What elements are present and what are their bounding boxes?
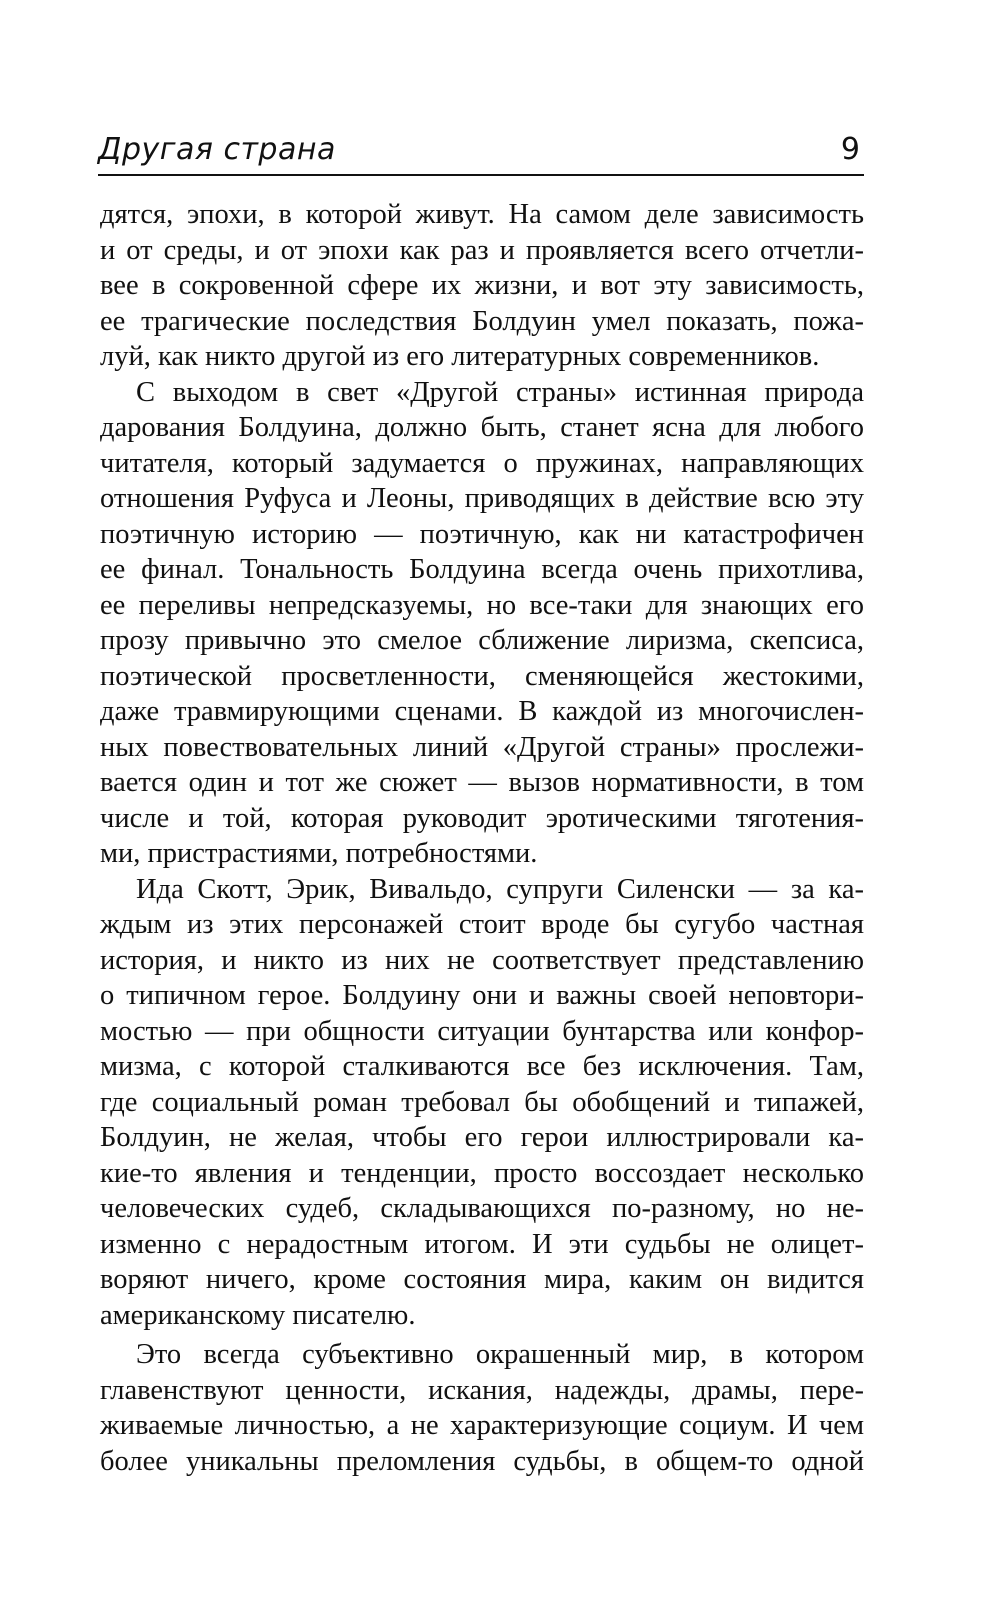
text-line: отношения Руфуса и Леоны, приводящих в действие всю эту [100, 483, 864, 514]
text-line: воряют ничего, кроме состояния мира, каким он видится [100, 1264, 864, 1295]
paragraph [100, 197, 864, 375]
text-line: американскому писателю. [100, 1299, 416, 1331]
text-line: и от среды, и от эпохи как раз и проявляется всего отчетли- [100, 234, 864, 266]
text-line: кие-то явления и тенденции, просто воссоздает несколько [100, 1157, 864, 1189]
text-line: С выходом в свет «Другой страны» истинная природа [136, 376, 864, 408]
text-line: мизма, с которой сталкиваются все без исключения. Там, [100, 1051, 864, 1082]
text-line: ее трагические последствия Болдуин умел показать, пожа- [100, 305, 864, 337]
text-line: Это всегда субъективно окрашенный мир, в котором [136, 1339, 864, 1370]
text-line: ных повествовательных линий «Другой страны» прослежи- [100, 731, 864, 763]
text-line: главенствуют ценности, искания, надежды, драмы, пере- [100, 1374, 864, 1406]
text-line: живаемые личностью, а не характеризующие социум. И чем [100, 1410, 864, 1441]
body-text [100, 197, 864, 1479]
text-line: ми, пристрастиями, потребностями. [100, 838, 538, 869]
text-line: даже травмирующими сценами. В каждой из многочислен- [100, 696, 864, 727]
text-line: поэтичную историю — поэтичную, как ни катастрофичен [100, 518, 864, 550]
text-line: дарования Болдуина, должно быть, станет ясна для любого [100, 412, 864, 443]
text-line: ее финал. Тональность Болдуина всегда очень прихотлива, [100, 554, 864, 585]
text-line: числе и той, которая руководит эротическими тяготения- [100, 802, 864, 834]
text-line: вее в сокровенной сфере их жизни, и вот эту зависимость, [100, 270, 864, 301]
text-line: мостью — при общности ситуации бунтарства или конфор- [100, 1015, 864, 1047]
text-line: луй, как никто другой из его литературных современников. [100, 341, 820, 372]
text-line: о типичном герое. Болдуину они и важны своей неповтори- [100, 980, 864, 1011]
text-line: прозу привычно это смелое сближение лиризма, скепсиса, [100, 625, 864, 656]
text-line: где социальный роман требовал бы обобщений и типажей, [100, 1086, 864, 1118]
text-line: Ида Скотт, Эрик, Вивальдо, супруги Силенски — за ка- [136, 873, 864, 905]
text-line: ждым из этих персонажей стоит вроде бы сугубо частная [100, 909, 864, 940]
running-header [98, 128, 864, 176]
running-title: Другая страна [98, 132, 336, 167]
text-line: человеческих судеб, складывающихся по-разному, но не- [100, 1193, 864, 1224]
text-line: поэтической просветленности, сменяющейся жестокими, [100, 660, 864, 692]
text-line: история, и никто из них не соответствует представлению [100, 944, 864, 976]
text-line: ее переливы непредсказуемы, но все-таки для знающих его [100, 589, 864, 621]
text-line: изменно с нерадостным итогом. И эти судьбы не олицет- [100, 1228, 864, 1260]
paragraph [100, 1337, 864, 1479]
page-number: 9 [840, 132, 860, 167]
text-line: более уникальны преломления судьбы, в общем-то одной [100, 1445, 864, 1477]
text-line: читателя, который задумается о пружинах, направляющих [100, 447, 864, 479]
paragraph [100, 375, 864, 872]
text-line: вается один и тот же сюжет — вызов нормативности, в том [100, 767, 864, 798]
text-line: дятся, эпохи, в которой живут. На самом деле зависимость [100, 199, 864, 230]
text-line: Болдуин, не желая, чтобы его герои иллюстрировали ка- [100, 1122, 864, 1153]
paragraph [100, 872, 864, 1334]
